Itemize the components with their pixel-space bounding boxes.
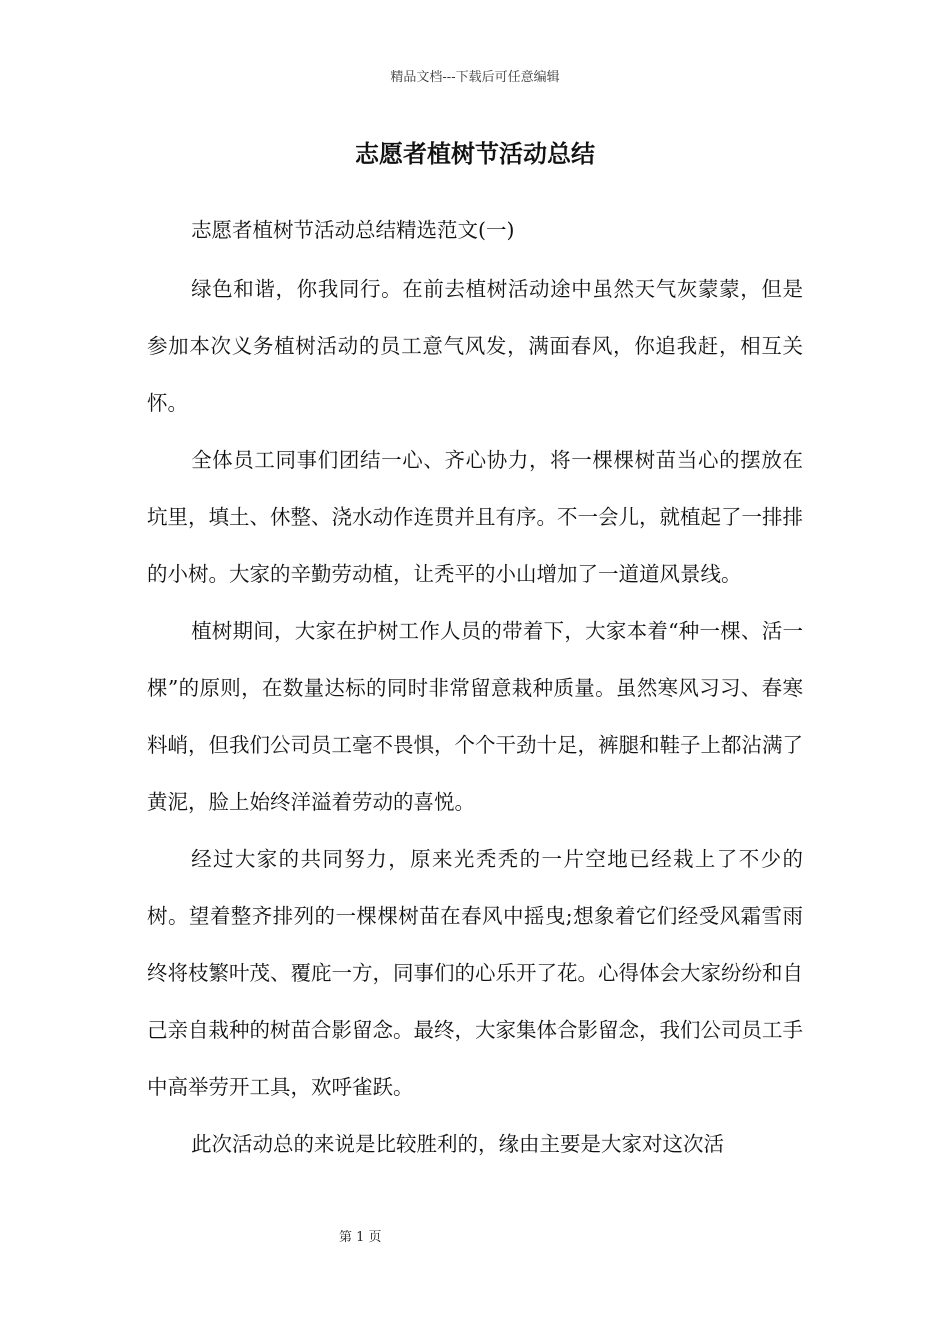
header-note: 精品文档---下载后可任意编辑 bbox=[390, 70, 560, 85]
paragraph-5: 此次活动总的来说是比较胜利的，缘由主要是大家对这次活 bbox=[191, 1132, 725, 1156]
document-title: 志愿者植树节活动总结 bbox=[355, 139, 595, 168]
subtitle: 志愿者植树节活动总结精选范文(一) bbox=[191, 218, 515, 242]
paragraph-3: 植树期间，大家在护树工作人员的带着下，大家本着“种一棵、活一棵”的原则，在数量达标的同时非常留意栽种质量。虽然寒风习习、春寒料峭，但我们公司员工毫不畏惧，个个干劲十足，裤腿和鞋子上都沾满了黄泥，脸上始终洋溢着劳动的喜悦。 bbox=[147, 619, 803, 814]
paragraph-4: 经过大家的共同努力，原来光秃秃的一片空地已经栽上了不少的树。望着整齐排列的一棵棵树苗在春风中摇曳;想象着它们经受风霜雪雨终将枝繁叶茂、覆庇一方，同事们的心乐开了花。心得体会大家纷纷和自己亲自栽种的树苗合影留念。最终，大家集体合影留念，我们公司员工手中高举劳开工具，欢呼雀跃。 bbox=[147, 847, 803, 1099]
document-body bbox=[147, 202, 803, 1173]
page-number: 第 1 页 bbox=[339, 1230, 382, 1245]
paragraph-1: 绿色和谐，你我同行。在前去植树活动途中虽然天气灰蒙蒙，但是参加本次义务植树活动的员工意气风发，满面春风，你追我赶，相互关怀。 bbox=[147, 277, 803, 415]
paragraph-2: 全体员工同事们团结一心、齐心协力，将一棵棵树苗当心的摆放在坑里，填土、休整、浇水动作连贯并且有序。不一会儿，就植起了一排排的小树。大家的辛勤劳动植，让秃平的小山增加了一道道风景线。 bbox=[147, 448, 803, 586]
